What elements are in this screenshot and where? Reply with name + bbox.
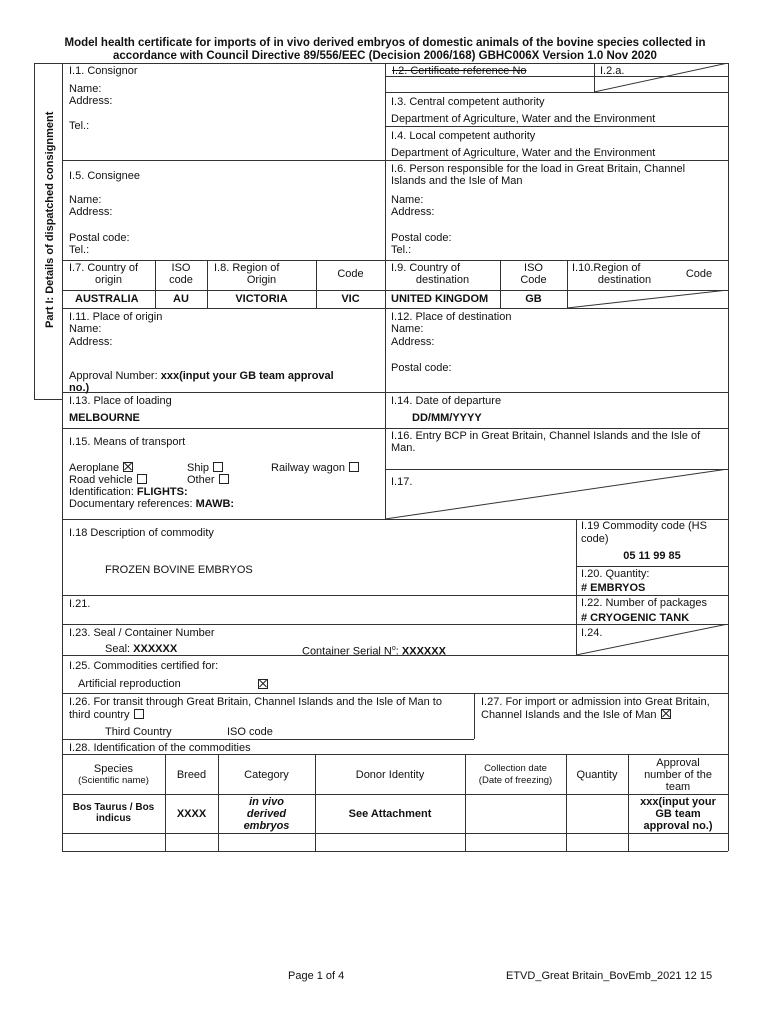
col-quantity: Quantity	[576, 769, 618, 781]
middle-divider	[385, 63, 386, 519]
i15-railway	[271, 462, 359, 474]
artificial-reproduction-checkbox[interactable]	[258, 679, 268, 689]
certificate-title-line2: accordance with Council Directive 89/556/EEC (Decision 2006/168) GBHC006X Version 1.0 Nov 2020	[113, 50, 657, 62]
col-approval-line2: number of the	[644, 769, 712, 781]
row-approval-line1: xxx(input your	[640, 796, 716, 808]
i16-label-line1: I.16. Entry BCP in Great Britain, Channel Islands and the Isle of	[391, 430, 701, 442]
i15-label: I.15. Means of transport	[69, 436, 186, 448]
i3-label: I.3. Central competent authority	[391, 96, 545, 108]
right-border	[728, 63, 729, 851]
i1-label: I.1. Consignor	[69, 65, 138, 77]
i7-country-value: AUSTRALIA	[75, 293, 139, 305]
row-species-line2: indicus	[95, 813, 131, 824]
row-category-line3: embryos	[243, 820, 290, 832]
i20-label: I.20. Quantity:	[581, 568, 650, 580]
i27-label-line2	[481, 709, 671, 721]
i6-tel: Tel.:	[391, 244, 412, 256]
i6-label-line2: Islands and the Isle of Man	[391, 175, 523, 187]
railway-label: Railway wagon	[271, 462, 345, 474]
i8-label-line1: I.8. Region of	[214, 262, 280, 274]
i7-label-line1: I.7. Country of	[69, 262, 139, 274]
document-id: ETVD_Great Britain_BovEmb_2021 12 15	[506, 970, 713, 982]
col-collection-line2: (Date of freezing)	[478, 775, 553, 786]
i28-label: I.28. Identification of the commodities	[69, 742, 251, 754]
i5-postal: Postal code:	[69, 232, 130, 244]
i9-iso-label-line1: ISO	[524, 262, 543, 274]
seal-label: Seal:	[105, 643, 131, 655]
i5-label: I.5. Consignee	[69, 170, 140, 182]
import-checkbox[interactable]	[661, 709, 671, 719]
i11-approval-value: xxx(input your GB team approval	[160, 370, 334, 382]
i14-label: I.14. Date of departure	[391, 395, 502, 407]
col-breed: Breed	[176, 769, 207, 781]
i11-name: Name:	[69, 323, 102, 335]
i10-label-line2: destination	[597, 274, 652, 286]
i11-approval-prefix: Approval Number:	[69, 370, 158, 382]
i12-address: Address:	[391, 336, 435, 348]
i25-option-label: Artificial reproduction	[78, 678, 181, 690]
i7-label-line2: origin	[95, 274, 122, 286]
i12-name: Name:	[391, 323, 424, 335]
i23-label: I.23. Seal / Container Number	[69, 627, 215, 639]
i22-label: I.22. Number of packages	[581, 597, 707, 609]
docs-label: Documentary references:	[69, 498, 193, 510]
i25-label: I.25. Commodities certified for:	[69, 660, 219, 672]
serial-value: XXXXXX	[401, 645, 446, 658]
i23-serial	[302, 643, 446, 658]
transit-checkbox[interactable]	[134, 709, 144, 719]
col-species-sub: (Scientific name)	[78, 775, 149, 786]
i17-label: I.17.	[391, 476, 413, 488]
serial-sup: o	[391, 645, 396, 652]
seal-value: XXXXXX	[133, 643, 178, 655]
i13-label: I.13. Place of loading	[69, 395, 172, 407]
i24-label: I.24.	[581, 627, 603, 639]
i8-code-value: VIC	[341, 293, 360, 305]
row-species-line1: Bos Taurus / Bos	[72, 802, 155, 813]
col-collection-line1: Collection date	[484, 763, 547, 774]
i6-postal: Postal code:	[391, 232, 452, 244]
i7-iso-value: AU	[173, 293, 189, 305]
i20-value: # EMBRYOS	[581, 582, 646, 594]
road-label: Road vehicle	[69, 474, 133, 486]
i18-label: I.18 Description of commodity	[69, 527, 214, 539]
i6-address: Address:	[391, 206, 435, 218]
i15-other	[187, 474, 229, 486]
i1-address: Address:	[69, 95, 113, 107]
col-donor: Donor Identity	[355, 769, 425, 781]
other-checkbox[interactable]	[219, 474, 229, 484]
i11-label: I.11. Place of origin	[69, 311, 163, 323]
i13-value: MELBOURNE	[69, 412, 140, 424]
i1-name: Name:	[69, 83, 102, 95]
i23-seal	[105, 643, 177, 655]
identification-label: Identification:	[69, 486, 134, 498]
i2a-label: I.2.a.	[600, 65, 625, 77]
i9-country-value: UNITED KINGDOM	[391, 293, 489, 305]
i11-approval	[69, 370, 334, 382]
left-border	[62, 63, 63, 851]
row-donor: See Attachment	[348, 808, 432, 820]
row-category-line1: in vivo	[249, 796, 284, 808]
row-approval-line2: GB team	[655, 808, 701, 820]
ship-checkbox[interactable]	[213, 462, 223, 472]
certificate-title-line1: Model health certificate for imports of in vivo derived embryos of domestic animals of the bovine species collected in	[64, 37, 706, 49]
i26-iso-code: ISO code	[227, 726, 273, 738]
i15-identification	[69, 486, 188, 498]
i1-tel: Tel.:	[69, 120, 90, 132]
i18-value: FROZEN BOVINE EMBRYOS	[105, 564, 253, 576]
i15-aeroplane	[69, 462, 133, 474]
i10-code-label: Code	[685, 268, 713, 280]
part-one-side-label: Part I: Details of dispatched consignment	[44, 111, 56, 328]
import-label: Channel Islands and the Isle of Man	[481, 709, 657, 721]
i12-postal: Postal code:	[391, 362, 452, 374]
i26-label-line1: I.26. For transit through Great Britain, Channel Islands and the Isle of Man to	[69, 696, 442, 708]
i3-value: Department of Agriculture, Water and the Environment	[391, 113, 656, 125]
i9-label-line1: I.9. Country of	[391, 262, 461, 274]
i21-label: I.21.	[69, 598, 91, 610]
i8-code-label: Code	[337, 268, 364, 280]
i9-label-line2: destination	[415, 274, 470, 286]
aeroplane-label: Aeroplane	[69, 462, 120, 474]
i22-value: # CRYOGENIC TANK	[581, 612, 690, 624]
i7-iso-label-line2: code	[169, 274, 193, 286]
i11-approval-value-line2: no.)	[69, 382, 90, 394]
docs-value: MAWB:	[195, 498, 235, 510]
i5-tel: Tel.:	[69, 244, 90, 256]
row-approval-line3: approval no.)	[643, 820, 713, 832]
row-breed: XXXX	[176, 808, 207, 820]
row-category-line2: derived	[246, 808, 287, 820]
third-country-label: third country	[69, 709, 130, 721]
i4-value: Department of Agriculture, Water and the Environment	[391, 147, 656, 159]
i2-label: I.2. Certificate reference No	[392, 65, 527, 77]
road-checkbox[interactable]	[137, 474, 147, 484]
i15-docs	[69, 498, 234, 510]
i11-address: Address:	[69, 336, 113, 348]
i7-iso-label-line1: ISO	[171, 262, 191, 274]
i15-road	[69, 474, 147, 486]
i19-label-line2: code)	[581, 533, 609, 545]
i8-label-line2: Origin	[246, 274, 277, 286]
i9-iso-value: GB	[525, 293, 542, 305]
i17-diagonal	[385, 469, 728, 519]
i15-ship	[187, 462, 223, 474]
i5-name: Name:	[69, 194, 102, 206]
col-approval-line3: team	[665, 781, 691, 793]
aeroplane-checkbox[interactable]	[123, 462, 133, 472]
page-number: Page 1 of 4	[288, 970, 345, 982]
side-label-border	[34, 63, 35, 399]
col-category: Category	[244, 769, 289, 781]
col-approval-line1: Approval	[656, 757, 700, 769]
i26-third-country: Third Country	[105, 726, 172, 738]
ship-label: Ship	[187, 462, 210, 474]
i16-label-line2: Man.	[391, 442, 416, 454]
other-label: Other	[187, 474, 215, 486]
i5-address: Address:	[69, 206, 113, 218]
i27-label-line1: I.27. For import or admission into Great Britain,	[481, 696, 710, 708]
i10-diagonal	[567, 290, 728, 308]
i8-region-value: VICTORIA	[235, 293, 288, 305]
serial-label: Container Serial N	[302, 645, 392, 658]
i14-value: DD/MM/YYYY	[412, 412, 482, 424]
serial-colon: :	[395, 645, 399, 658]
railway-checkbox[interactable]	[349, 462, 359, 472]
i6-name: Name:	[391, 194, 424, 206]
i12-label: I.12. Place of destination	[391, 311, 512, 323]
i19-value: 05 11 99 85	[623, 550, 681, 562]
i9-iso-label-line2: Code	[520, 274, 547, 286]
i6-label-line1: I.6. Person responsible for the load in Great Britain, Channel	[391, 163, 686, 175]
i19-label-line1: I.19 Commodity code (HS	[581, 520, 707, 532]
i10-label-line1: I.10.Region of	[572, 262, 641, 274]
i26-label-line2	[69, 709, 144, 721]
col-species: Species	[93, 763, 134, 775]
identification-value: FLIGHTS:	[136, 486, 188, 498]
i4-label: I.4. Local competent authority	[391, 130, 536, 142]
